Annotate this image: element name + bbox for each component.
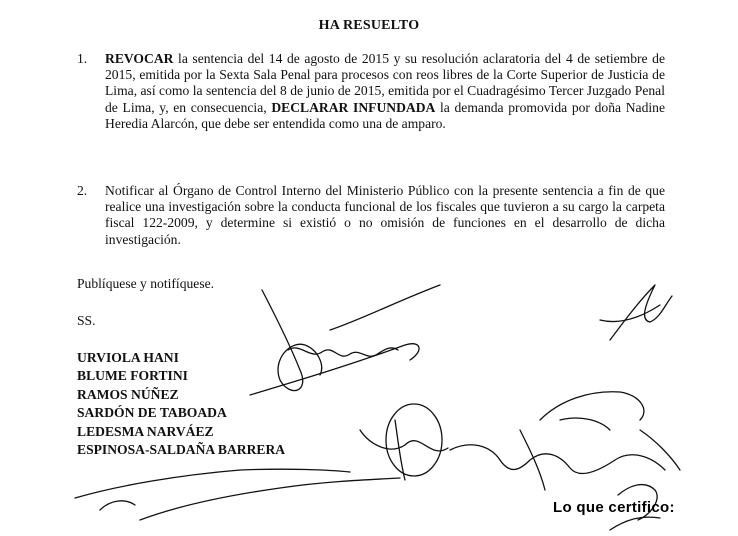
item-text-part: la sentencia del 14 de agosto de 2015 y su resolución aclaratoria del 4 de setiembre de 2015, emitida por la Sexta Sala Penal para procesos con reos libres de la Corte Superior de Justicia de Lima, así como la sentencia del 8 de junio de 2015, emitida por el Cuadragésimo Tercer Juzgado Penal de Lima, y, en consecuencia,	[105, 51, 665, 115]
judge-name: URVIOLA HANI	[77, 350, 179, 365]
item-number: 2.	[77, 183, 88, 198]
signature-stroke	[520, 430, 545, 490]
judges-list	[77, 349, 285, 459]
signature-stroke	[395, 420, 405, 480]
item-number: 1.	[77, 51, 88, 66]
signature-stroke	[560, 418, 610, 430]
signature-stroke	[610, 285, 672, 340]
signature-stroke	[140, 478, 400, 520]
signature-stroke	[360, 430, 448, 451]
signature-stroke	[450, 445, 665, 474]
signature-stroke	[288, 348, 398, 356]
signature-stroke	[100, 501, 135, 510]
item-text-part: la demanda promovida por doña Nadine Heredia Alarcón, que debe ser entendida como una de amparo.	[105, 99, 665, 131]
judge-name: BLUME FORTINI	[77, 368, 188, 384]
signature-stroke	[600, 305, 660, 322]
judge-name: RAMOS NÚÑEZ	[77, 386, 179, 402]
item-keyword-revocar: REVOCAR	[105, 51, 174, 66]
signature-stroke	[75, 469, 350, 498]
signature-stroke	[386, 404, 442, 476]
signature-stroke	[330, 285, 440, 330]
signature-stroke	[640, 430, 680, 470]
judge-name: ESPINOSA-SALDAÑA BARRERA	[77, 442, 286, 458]
item-text	[105, 51, 665, 132]
item-text: Notificar al Órgano de Control Interno del Ministerio Público con la presente sentencia a fin de que realice una investigación sobre la conducta funcional de los fiscales que tuvieron a su cargo la carpeta fiscal 122-2009, y determine si existió o no omisión de funciones en el desarrollo de dicha investigación.	[105, 183, 665, 247]
publish-line: Publíquese y notifíquese.	[77, 276, 215, 291]
judge-name: LEDESMA NARVÁEZ	[77, 423, 214, 439]
judge-name: SARDÓN DE TABOADA	[77, 405, 227, 421]
ss-line: SS.	[77, 313, 96, 328]
resolution-heading: HA RESUELTO	[318, 18, 420, 33]
item-keyword-declarar: DECLARAR INFUNDADA	[271, 99, 436, 115]
signature-stroke	[540, 392, 644, 420]
signature-stroke	[610, 517, 660, 530]
certification-text: Lo que certifico:	[553, 499, 675, 516]
